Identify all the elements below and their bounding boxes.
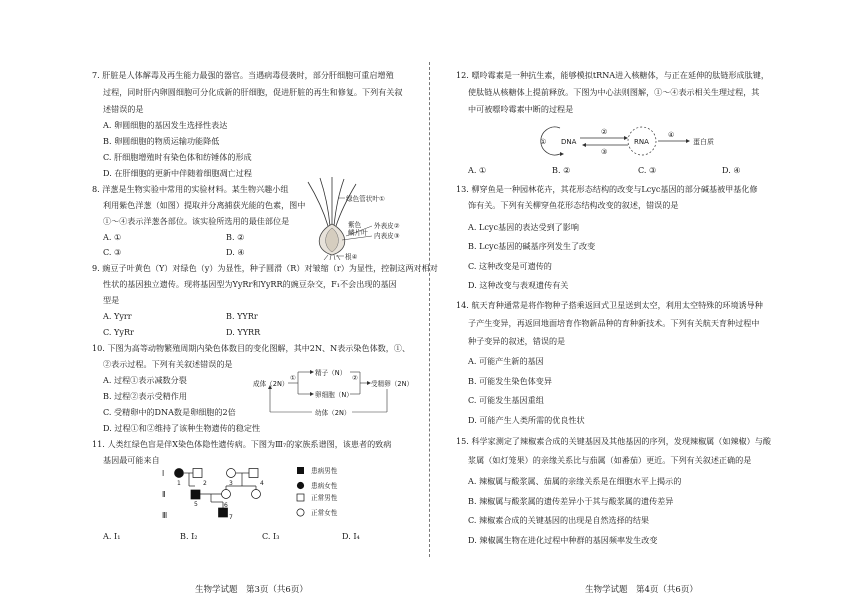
q11-option-c: C. Ⅰ₃ bbox=[262, 531, 280, 541]
pedigree-num-4: 4 bbox=[260, 480, 264, 487]
q8-stem-1: 8. 洋葱是生物实验中常用的实验材料。某生物兴趣小组 bbox=[92, 184, 289, 194]
q9-stem-1: 9. 豌豆子叶黄色（Y）对绿色（y）为显性，种子圆滑（R）对皱缩（r）为显性，控制这两对相对 bbox=[92, 263, 438, 273]
pedigree-i3-normal-female bbox=[227, 469, 236, 478]
dogma-process-3: ③ bbox=[601, 148, 608, 156]
q13-option-b: B. Lcyc基因的碱基序列发生了改变 bbox=[468, 241, 596, 251]
q7-option-a: A. 卵圆细胞的基因发生选择性表达 bbox=[103, 120, 228, 130]
cycle-process-1: ① bbox=[290, 374, 296, 382]
cycle-juvenile: 幼体（2N） bbox=[315, 409, 351, 417]
pedigree-gen-1: Ⅰ bbox=[162, 469, 165, 478]
pedigree-num-1: 1 bbox=[177, 480, 181, 487]
pedigree-iii7-affected-male bbox=[219, 508, 228, 517]
dogma-process-2: ② bbox=[601, 128, 608, 136]
q12-option-a: A. ① bbox=[468, 165, 487, 175]
pedigree-ii-normal-female bbox=[252, 490, 261, 499]
pedigree-num-5: 5 bbox=[194, 501, 198, 508]
q7-stem-1: 7. 肝脏是人体解毒及再生能力最强的器官。当遇病毒侵袭时，部分肝细胞可重启增殖 bbox=[92, 70, 394, 80]
cycle-process-2: ② bbox=[352, 374, 358, 382]
q14-stem-2: 子产生变异，再返回地面培育作物新品种的育种新技术。下列有关航天育种过程中 bbox=[468, 318, 760, 328]
q14-stem-1: 14. 航天育种通常是将作物种子搭乘返回式卫星送到太空，利用太空特殊的环境诱导种 bbox=[456, 300, 763, 310]
q10-option-b: B. 过程②表示受精作用 bbox=[103, 391, 187, 401]
q7-option-b: B. 卵圆细胞的物质运输功能降低 bbox=[103, 136, 220, 146]
dogma-rna: RNA bbox=[634, 138, 649, 146]
pedigree-num-3: 3 bbox=[229, 480, 233, 487]
q8-option-b: B. ② bbox=[226, 232, 245, 242]
q7-option-d: D. 在肝细胞的更新中伴随着细胞凋亡过程 bbox=[103, 168, 252, 178]
pedigree-gen-3: Ⅲ bbox=[162, 511, 168, 520]
q10-option-c: C. 受精卵中的DNA数是卵细胞的2倍 bbox=[103, 407, 236, 417]
q14-stem-3: 种子变异的叙述，错误的是 bbox=[468, 336, 566, 346]
cycle-egg: 卵细胞（N） bbox=[315, 391, 353, 399]
q8-stem-2: 利用紫色洋葱（如图）提取并分离捕获光能的色素，图中 bbox=[103, 200, 306, 210]
q13-option-d: D. 这种改变与表观遗传有关 bbox=[468, 280, 569, 290]
q10-option-a: A. 过程①表示减数分裂 bbox=[103, 375, 187, 385]
dogma-protein: 蛋白质 bbox=[693, 138, 714, 146]
legend-affected-male: 患病男性 bbox=[311, 467, 338, 475]
legend-normal-female-icon bbox=[297, 509, 304, 516]
dogma-process-1: ① bbox=[540, 138, 547, 146]
dogma-dna: DNA bbox=[561, 138, 577, 146]
q13-option-a: A. Lcyc基因的表达受到了影响 bbox=[468, 222, 579, 232]
onion-label-root: 根④ bbox=[345, 253, 358, 260]
q8-stem-3: ①～④表示洋葱各部位。该实验所选用的最佳部位是 bbox=[103, 216, 290, 226]
pedigree-num-2: 2 bbox=[203, 480, 207, 487]
pedigree-i1-affected-female bbox=[175, 469, 184, 478]
q10-stem-2: ②表示过程。下列有关叙述错误的是 bbox=[103, 359, 233, 369]
right-page-footer: 生物学试题 第4页（共6页） bbox=[585, 585, 698, 595]
q12-stem-2: 使肽链从核糖体上提前释放。下图为中心法则图解，①～④表示相关生理过程，其 bbox=[468, 87, 760, 97]
q12-option-d: D. ④ bbox=[722, 165, 741, 175]
left-page-footer: 生物学试题 第3页（共6页） bbox=[195, 585, 308, 595]
q10-stem-1: 10. 下图为高等动物繁殖周期内染色体数目的变化图解，其中2N、N表示染色体数，①、 bbox=[92, 343, 411, 353]
onion-label-outer: 外表皮② bbox=[374, 222, 400, 230]
pedigree-ii6-normal-female bbox=[222, 490, 231, 499]
reproduction-cycle-diagram bbox=[252, 365, 414, 421]
pedigree-gen-2: Ⅱ bbox=[162, 490, 166, 499]
legend-affected-female: 患病女性 bbox=[311, 482, 338, 490]
q9-stem-2: 性状的基因独立遗传。现将基因型为YyRr和YyRR的豌豆杂交，F₁不会出现的基因 bbox=[103, 279, 397, 289]
central-dogma-diagram bbox=[540, 120, 730, 162]
pedigree-i4-normal-male bbox=[249, 469, 258, 478]
q14-option-c: C. 可能发生基因重组 bbox=[468, 395, 544, 405]
pedigree-num-7: 7 bbox=[229, 514, 233, 521]
pedigree-ii5-affected-male bbox=[191, 490, 200, 499]
q13-stem-1: 13. 柳穿鱼是一种园林花卉，其花形态结构的改变与Lcyc基因的部分碱基被甲基化修 bbox=[456, 184, 758, 194]
q8-option-c: C. ③ bbox=[103, 247, 122, 257]
q8-option-a: A. ① bbox=[103, 232, 122, 242]
q12-stem-3: 中可被嘌呤霉素中断的过程是 bbox=[468, 104, 574, 114]
pedigree-num-6: 6 bbox=[224, 502, 228, 509]
onion-label-leaf: 绿色管状叶① bbox=[346, 195, 385, 203]
pedigree-chart bbox=[150, 462, 405, 524]
q12-stem-1: 12. 嘌呤霉素是一种抗生素，能够模拟tRNA进入核糖体，与正在延伸的肽链形成肽键， bbox=[456, 70, 769, 80]
onion-label-purple: 紫色 bbox=[348, 221, 362, 229]
onion-figure bbox=[298, 176, 416, 260]
legend-normal-male: 正常男性 bbox=[311, 494, 338, 502]
q7-option-c: C. 肝细胞增殖时有染色体和纺锤体的形成 bbox=[103, 152, 252, 162]
onion-label-inner: 内表皮③ bbox=[374, 232, 400, 240]
q12-option-c: C. ③ bbox=[638, 165, 657, 175]
cycle-adult: 成体（2N） bbox=[253, 380, 289, 388]
q15-option-b: B. 辣椒属与酸浆属的遗传差异小于其与酸浆属的遗传差异 bbox=[468, 496, 674, 506]
legend-affected-female-icon bbox=[297, 482, 304, 489]
q9-option-b: B. YYRr bbox=[226, 311, 258, 321]
q15-stem-1: 15. 科学家测定了辣椒素合成的关键基因及其他基因的序列，发现辣椒属（如辣椒）与酸 bbox=[456, 436, 771, 446]
q15-option-c: C. 辣椒素合成的关键基因的出现是自然选择的结果 bbox=[468, 515, 650, 525]
q11-stem-2: 基因最可能来自 bbox=[103, 455, 160, 465]
q7-stem-2: 过程，同时肝内卵圆细胞可分化成新的肝细胞，促进肝脏的再生和修复。下列有关叙 bbox=[103, 87, 403, 97]
legend-normal-female: 正常女性 bbox=[311, 509, 338, 517]
q13-stem-2: 饰有关。下列有关柳穿鱼花形态结构改变的叙述，错误的是 bbox=[468, 200, 679, 210]
q14-option-a: A. 可能产生新的基因 bbox=[468, 356, 544, 366]
q9-option-a: A. Yyrr bbox=[103, 311, 132, 321]
q14-option-d: D. 可能产生人类所需的优良性状 bbox=[468, 415, 585, 425]
q15-option-a: A. 辣椒属与酸浆属、茄属的亲缘关系是在细胞水平上揭示的 bbox=[468, 476, 682, 486]
q7-stem-3: 述错误的是 bbox=[103, 104, 144, 114]
page-divider bbox=[429, 62, 430, 557]
legend-affected-male-icon bbox=[297, 467, 304, 474]
q15-stem-2: 浆属（如灯笼果）的亲缘关系比与茄属（如番茄）更近。下列有关叙述正确的是 bbox=[468, 455, 752, 465]
pedigree-i2-normal-male bbox=[193, 469, 202, 478]
cycle-sperm: 精子（N） bbox=[315, 369, 347, 377]
q15-option-d: D. 辣椒属生物在进化过程中种群的基因频率发生改变 bbox=[468, 535, 658, 545]
onion-label-scale: 鳞片叶 bbox=[348, 229, 368, 237]
q9-option-d: D. YYRR bbox=[226, 327, 261, 337]
q11-option-b: B. Ⅰ₂ bbox=[180, 531, 198, 541]
q11-option-a: A. Ⅰ₁ bbox=[103, 531, 121, 541]
q9-option-c: C. YyRr bbox=[103, 327, 134, 337]
q11-stem-1: 11. 人类红绿色盲是伴X染色体隐性遗传病。下图为Ⅲ₇的家族系谱图，该患者的致病 bbox=[92, 439, 392, 449]
q10-option-d: D. 过程①和②维持了该种生物遗传的稳定性 bbox=[103, 423, 261, 433]
legend-normal-male-icon bbox=[297, 494, 304, 501]
dogma-process-4: ④ bbox=[668, 131, 675, 139]
q14-option-b: B. 可能发生染色体变异 bbox=[468, 376, 552, 386]
cycle-zygote: 受精卵（2N） bbox=[371, 380, 414, 388]
q13-option-c: C. 这种改变是可遗传的 bbox=[468, 261, 552, 271]
q9-stem-3: 型是 bbox=[103, 295, 120, 305]
q12-option-b: B. ② bbox=[552, 165, 571, 175]
q11-option-d: D. Ⅰ₄ bbox=[342, 531, 360, 541]
q8-option-d: D. ④ bbox=[226, 247, 245, 257]
